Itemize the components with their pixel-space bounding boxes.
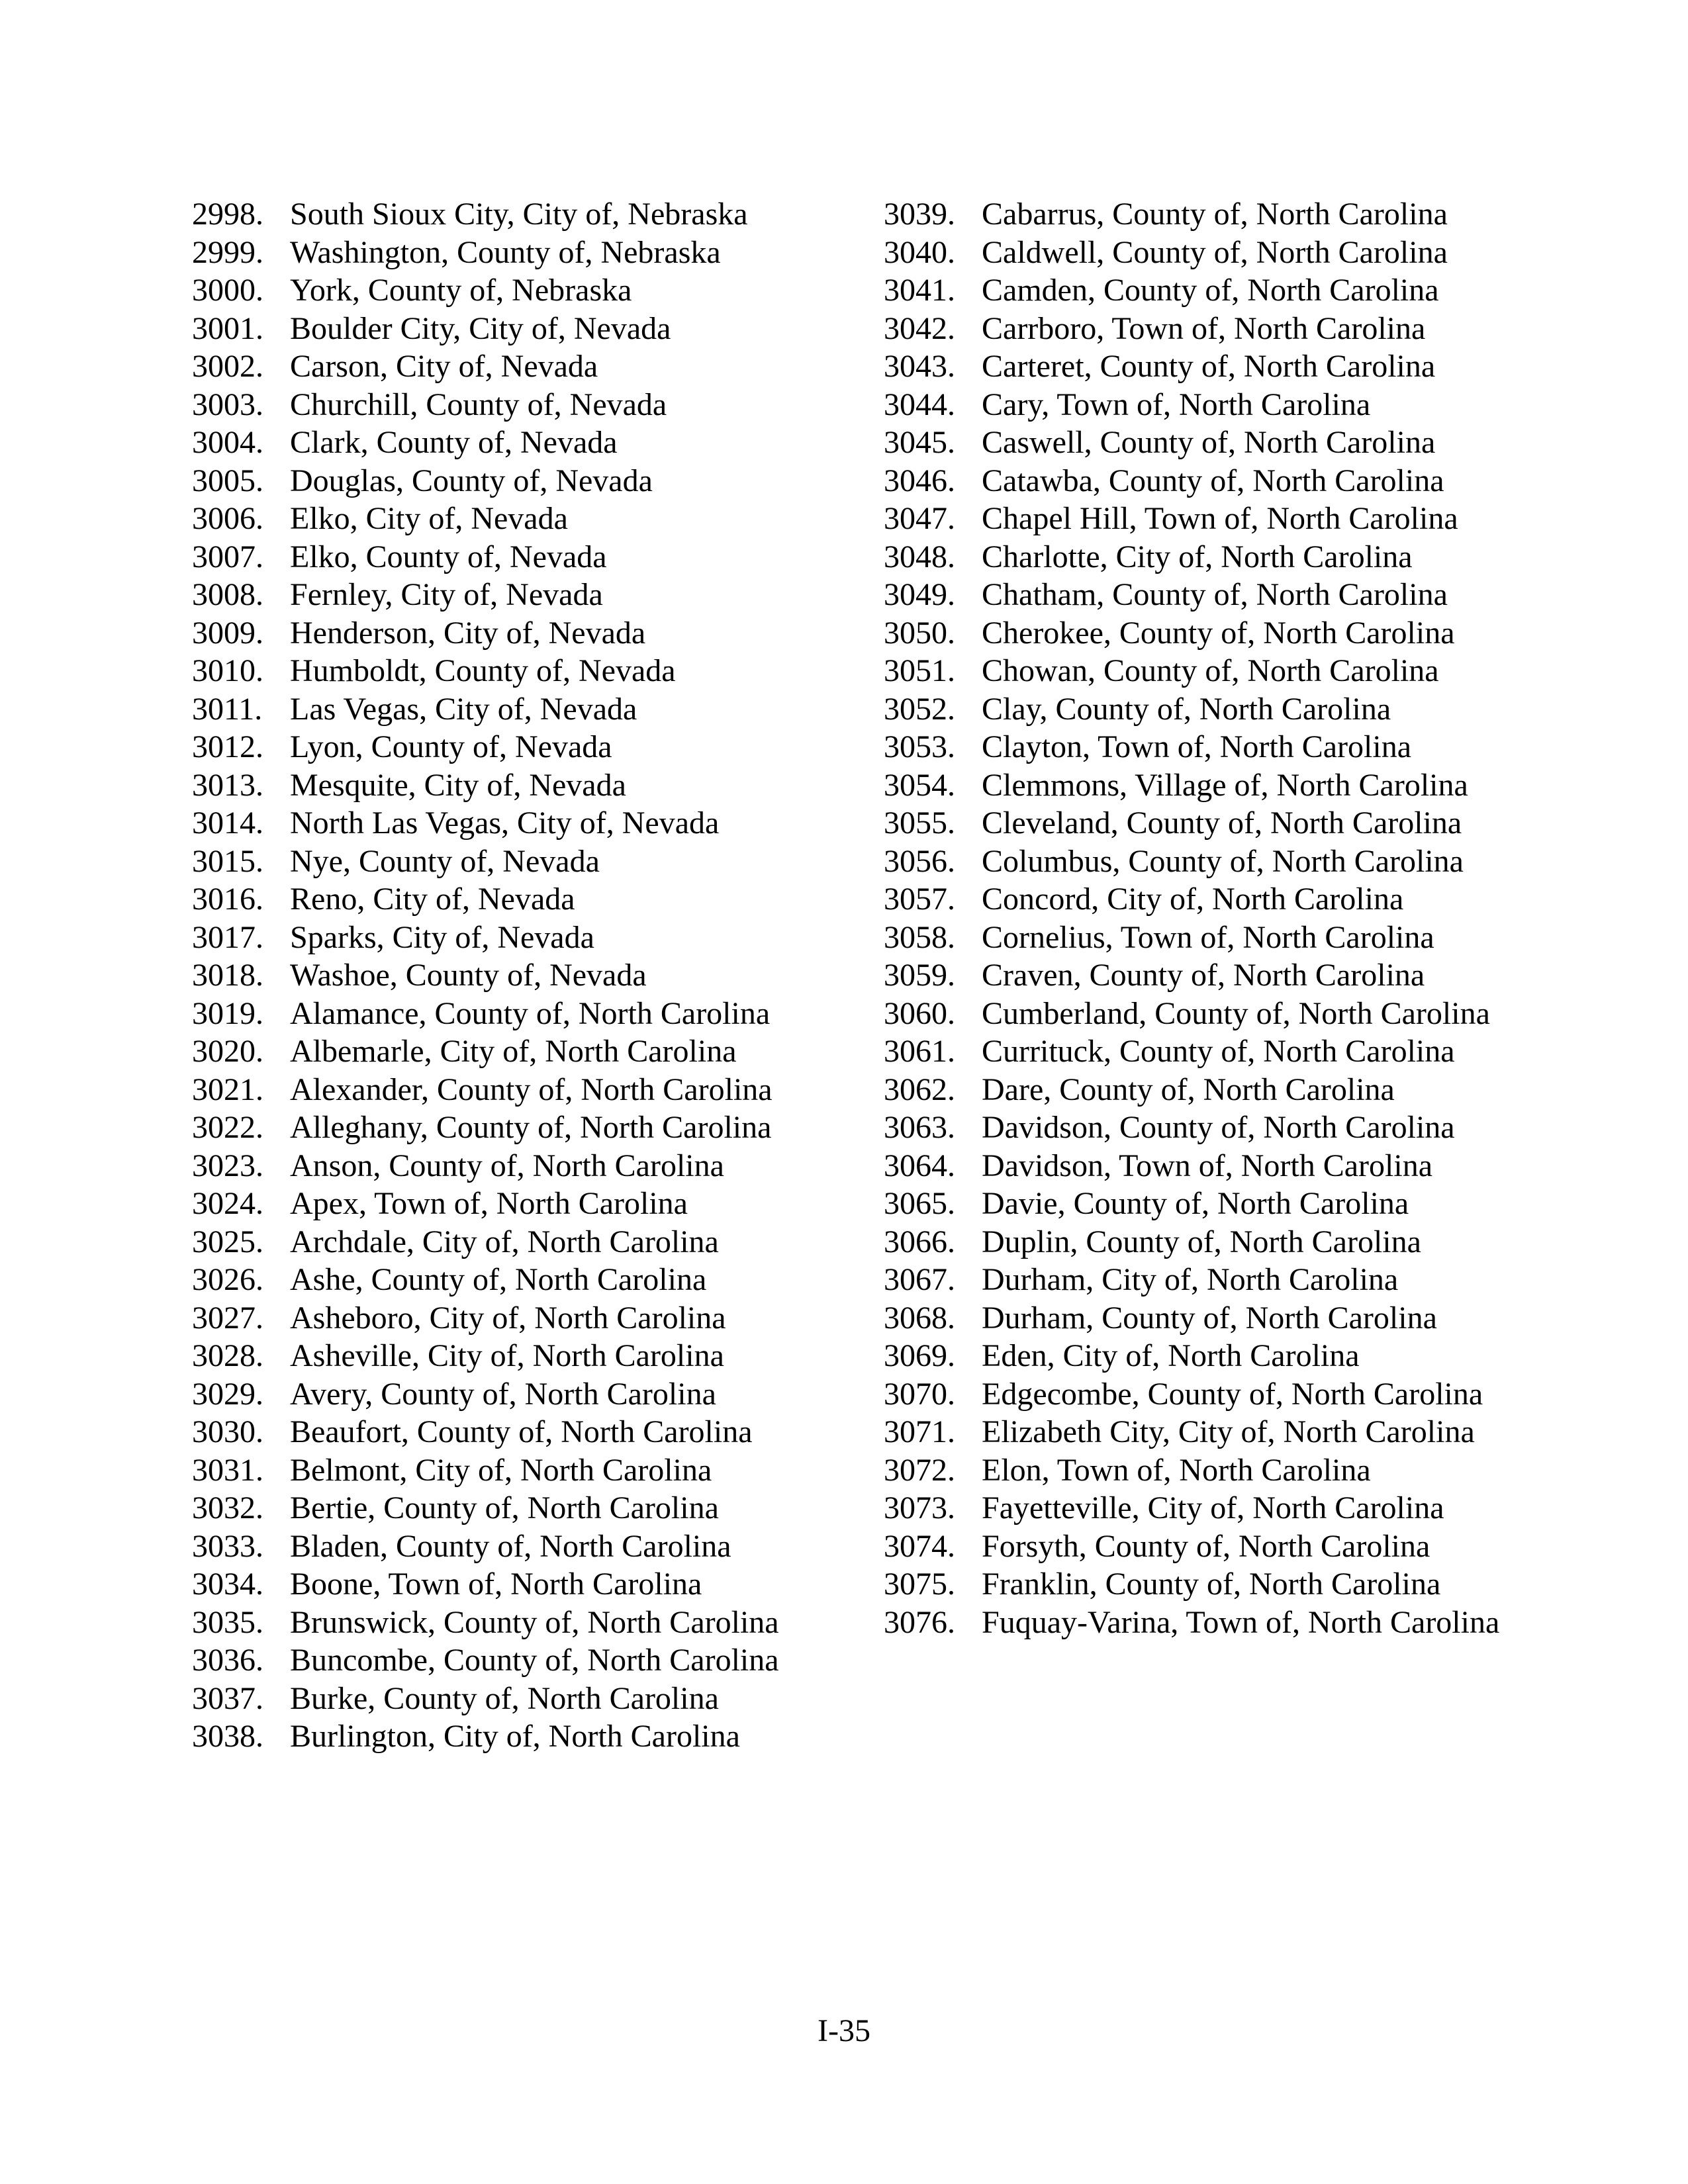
list-item xyxy=(884,1261,1546,1299)
entry-number: 3028. xyxy=(192,1338,263,1373)
entry-name: Archdale, City of, North Carolina xyxy=(290,1224,719,1259)
list-item xyxy=(884,386,1546,424)
list-item xyxy=(884,766,1546,805)
list-item xyxy=(192,462,854,500)
list-item xyxy=(192,1337,854,1375)
entry-number: 3012. xyxy=(192,729,263,764)
entry-number: 3055. xyxy=(884,805,955,841)
list-item xyxy=(192,1717,854,1756)
entry-number: 3060. xyxy=(884,995,955,1031)
list-item xyxy=(192,919,854,957)
entry-number: 3074. xyxy=(884,1528,955,1564)
list-item xyxy=(192,271,854,310)
entry-number: 3039. xyxy=(884,197,955,232)
list-item xyxy=(884,1109,1546,1147)
entry-name: Bladen, County of, North Carolina xyxy=(290,1528,731,1564)
entry-name: Clemmons, Village of, North Carolina xyxy=(982,767,1468,803)
list-item xyxy=(192,347,854,386)
entry-number: 3043. xyxy=(884,349,955,384)
entry-number: 3004. xyxy=(192,425,263,460)
entry-number: 3009. xyxy=(192,615,263,651)
entry-number: 3056. xyxy=(884,843,955,879)
list-item xyxy=(192,614,854,653)
entry-number: 3042. xyxy=(884,310,955,346)
entry-name: Concord, City of, North Carolina xyxy=(982,882,1404,917)
entry-name: Franklin, County of, North Carolina xyxy=(982,1567,1441,1602)
entry-number: 3067. xyxy=(884,1262,955,1297)
list-item xyxy=(884,195,1546,234)
list-item xyxy=(192,804,854,842)
entry-number: 3064. xyxy=(884,1148,955,1183)
entry-name: Burlington, City of, North Carolina xyxy=(290,1719,740,1754)
entry-number: 3022. xyxy=(192,1110,263,1145)
list-item xyxy=(192,1375,854,1414)
list-item xyxy=(192,1527,854,1566)
entry-name: Caldwell, County of, North Carolina xyxy=(982,234,1448,270)
entry-name: Edgecombe, County of, North Carolina xyxy=(982,1376,1483,1412)
entry-number: 3025. xyxy=(192,1224,263,1259)
entry-number: 3065. xyxy=(884,1186,955,1221)
entry-number: 3005. xyxy=(192,463,263,498)
list-item xyxy=(884,842,1546,881)
entry-number: 3021. xyxy=(192,1071,263,1107)
entry-name: Bertie, County of, North Carolina xyxy=(290,1490,719,1525)
entry-name: Alexander, County of, North Carolina xyxy=(290,1071,773,1107)
entry-number: 3061. xyxy=(884,1034,955,1069)
list-item xyxy=(192,1109,854,1147)
list-item xyxy=(884,1337,1546,1375)
entry-number: 3041. xyxy=(884,273,955,308)
list-item xyxy=(192,195,854,234)
entry-number: 3001. xyxy=(192,310,263,346)
entry-number: 3070. xyxy=(884,1376,955,1412)
entry-number: 3029. xyxy=(192,1376,263,1412)
entry-number: 3071. xyxy=(884,1414,955,1449)
list-item xyxy=(192,1680,854,1718)
list-item xyxy=(192,728,854,766)
entry-name: Beaufort, County of, North Carolina xyxy=(290,1414,753,1449)
entry-number: 3035. xyxy=(192,1604,263,1640)
entry-name: Carson, City of, Nevada xyxy=(290,349,598,384)
entry-number: 3007. xyxy=(192,539,263,574)
entry-name: Cornelius, Town of, North Carolina xyxy=(982,919,1434,955)
entry-number: 3072. xyxy=(884,1452,955,1488)
list-item xyxy=(192,956,854,995)
list-item xyxy=(884,1604,1546,1642)
list-item xyxy=(192,538,854,576)
list-item xyxy=(192,1489,854,1527)
entry-number: 3058. xyxy=(884,919,955,955)
entry-name: Asheboro, City of, North Carolina xyxy=(290,1300,726,1336)
entry-number: 3023. xyxy=(192,1148,263,1183)
list-item xyxy=(884,880,1546,919)
entry-number: 3030. xyxy=(192,1414,263,1449)
list-item xyxy=(884,1299,1546,1338)
entry-name: Asheville, City of, North Carolina xyxy=(290,1338,724,1373)
list-item xyxy=(884,1527,1546,1566)
list-item xyxy=(192,310,854,348)
entry-number: 3066. xyxy=(884,1224,955,1259)
entry-name: Washoe, County of, Nevada xyxy=(290,958,647,993)
entry-name: Davidson, Town of, North Carolina xyxy=(982,1148,1432,1183)
entry-name: Apex, Town of, North Carolina xyxy=(290,1186,688,1221)
entry-name: Brunswick, County of, North Carolina xyxy=(290,1604,779,1640)
list-item xyxy=(192,1147,854,1185)
entry-name: Forsyth, County of, North Carolina xyxy=(982,1528,1430,1564)
entry-number: 3048. xyxy=(884,539,955,574)
entry-name: Camden, County of, North Carolina xyxy=(982,273,1439,308)
entry-name: Boone, Town of, North Carolina xyxy=(290,1567,702,1602)
entry-name: Cleveland, County of, North Carolina xyxy=(982,805,1462,841)
entry-name: Elko, County of, Nevada xyxy=(290,539,607,574)
list-item xyxy=(192,1641,854,1680)
entry-number: 3068. xyxy=(884,1300,955,1336)
entry-name: Anson, County of, North Carolina xyxy=(290,1148,724,1183)
list-item xyxy=(192,1032,854,1071)
entry-name: Nye, County of, Nevada xyxy=(290,843,600,879)
entry-name: Durham, County of, North Carolina xyxy=(982,1300,1437,1336)
entry-name: Las Vegas, City of, Nevada xyxy=(290,691,637,727)
entry-name: Elon, Town of, North Carolina xyxy=(982,1452,1371,1488)
entry-name: Charlotte, City of, North Carolina xyxy=(982,539,1413,574)
list-item xyxy=(884,271,1546,310)
entry-number: 3020. xyxy=(192,1034,263,1069)
list-item xyxy=(884,614,1546,653)
list-item xyxy=(192,995,854,1033)
list-item xyxy=(192,1223,854,1261)
entry-number: 3031. xyxy=(192,1452,263,1488)
list-item xyxy=(884,1375,1546,1414)
entry-name: Caswell, County of, North Carolina xyxy=(982,425,1436,460)
entry-number: 3038. xyxy=(192,1719,263,1754)
entry-name: Cary, Town of, North Carolina xyxy=(982,387,1371,422)
entry-name: Cumberland, County of, North Carolina xyxy=(982,995,1490,1031)
list-item xyxy=(884,690,1546,729)
list-item xyxy=(884,500,1546,538)
entry-number: 3011. xyxy=(192,691,263,727)
entry-number: 3047. xyxy=(884,501,955,536)
entry-number: 3015. xyxy=(192,843,263,879)
list-item xyxy=(192,234,854,272)
entry-number: 3026. xyxy=(192,1262,263,1297)
entry-name: Davidson, County of, North Carolina xyxy=(982,1110,1455,1145)
page-number: I-35 xyxy=(818,2013,870,2048)
entry-number: 3000. xyxy=(192,273,263,308)
entry-name: Dare, County of, North Carolina xyxy=(982,1071,1395,1107)
list-item xyxy=(884,1071,1546,1109)
entry-number: 3053. xyxy=(884,729,955,764)
entry-number: 3052. xyxy=(884,691,955,727)
list-item xyxy=(192,766,854,805)
entry-number: 3062. xyxy=(884,1071,955,1107)
entry-name: Washington, County of, Nebraska xyxy=(290,234,721,270)
entry-number: 2998. xyxy=(192,197,263,232)
entry-number: 3013. xyxy=(192,767,263,803)
list-item xyxy=(192,424,854,462)
entry-number: 3008. xyxy=(192,577,263,612)
entry-name: Durham, City of, North Carolina xyxy=(982,1262,1399,1297)
entry-name: Reno, City of, Nevada xyxy=(290,882,575,917)
entry-name: Duplin, County of, North Carolina xyxy=(982,1224,1421,1259)
list-item xyxy=(884,804,1546,842)
entry-name: Avery, County of, North Carolina xyxy=(290,1376,716,1412)
list-item xyxy=(884,1413,1546,1451)
entry-name: Lyon, County of, Nevada xyxy=(290,729,612,764)
list-item xyxy=(884,234,1546,272)
entry-name: Clay, County of, North Carolina xyxy=(982,691,1391,727)
list-item xyxy=(192,652,854,690)
entry-number: 3016. xyxy=(192,882,263,917)
list-item xyxy=(884,956,1546,995)
entry-number: 3024. xyxy=(192,1186,263,1221)
entry-number: 3075. xyxy=(884,1567,955,1602)
list-item xyxy=(192,1261,854,1299)
entry-name: Douglas, County of, Nevada xyxy=(290,463,653,498)
entry-name: Alleghany, County of, North Carolina xyxy=(290,1110,772,1145)
entry-name: Clark, County of, Nevada xyxy=(290,425,618,460)
entry-number: 3034. xyxy=(192,1567,263,1602)
entry-name: Eden, City of, North Carolina xyxy=(982,1338,1360,1373)
entry-number: 3046. xyxy=(884,463,955,498)
list-item xyxy=(192,690,854,729)
list-item xyxy=(192,386,854,424)
entry-name: Chapel Hill, Town of, North Carolina xyxy=(982,501,1458,536)
entry-name: Fernley, City of, Nevada xyxy=(290,577,603,612)
entry-name: Carrboro, Town of, North Carolina xyxy=(982,310,1426,346)
entry-number: 3010. xyxy=(192,653,263,688)
list-item xyxy=(884,1489,1546,1527)
list-item xyxy=(884,1185,1546,1223)
list-item xyxy=(884,652,1546,690)
entry-number: 2999. xyxy=(192,234,263,270)
entry-name: Alamance, County of, North Carolina xyxy=(290,995,771,1031)
entry-number: 3032. xyxy=(192,1490,263,1525)
entry-name: Sparks, City of, Nevada xyxy=(290,919,594,955)
entry-number: 3002. xyxy=(192,349,263,384)
entry-name: Currituck, County of, North Carolina xyxy=(982,1034,1455,1069)
entry-name: Boulder City, City of, Nevada xyxy=(290,310,671,346)
list-item xyxy=(884,1565,1546,1604)
entry-name: Chowan, County of, North Carolina xyxy=(982,653,1439,688)
list-item xyxy=(884,538,1546,576)
entry-name: Humboldt, County of, Nevada xyxy=(290,653,676,688)
entry-number: 3073. xyxy=(884,1490,955,1525)
right-column xyxy=(884,195,1546,1641)
entry-name: Cabarrus, County of, North Carolina xyxy=(982,197,1448,232)
entry-name: Belmont, City of, North Carolina xyxy=(290,1452,712,1488)
list-item xyxy=(192,842,854,881)
list-item xyxy=(192,1185,854,1223)
entry-number: 3069. xyxy=(884,1338,955,1373)
list-item xyxy=(884,424,1546,462)
entry-number: 3050. xyxy=(884,615,955,651)
entry-number: 3018. xyxy=(192,958,263,993)
entry-number: 3019. xyxy=(192,995,263,1031)
entry-name: Craven, County of, North Carolina xyxy=(982,958,1425,993)
list-item xyxy=(192,1451,854,1490)
entry-name: Chatham, County of, North Carolina xyxy=(982,577,1448,612)
entry-name: Mesquite, City of, Nevada xyxy=(290,767,626,803)
list-item xyxy=(884,728,1546,766)
entry-name: Carteret, County of, North Carolina xyxy=(982,349,1436,384)
entry-number: 3063. xyxy=(884,1110,955,1145)
list-item xyxy=(884,995,1546,1033)
list-item xyxy=(884,347,1546,386)
entry-number: 3044. xyxy=(884,387,955,422)
entry-name: Albemarle, City of, North Carolina xyxy=(290,1034,737,1069)
list-item xyxy=(884,1147,1546,1185)
list-item xyxy=(884,1451,1546,1490)
entry-name: Buncombe, County of, North Carolina xyxy=(290,1643,779,1678)
entry-name: Elizabeth City, City of, North Carolina xyxy=(982,1414,1475,1449)
list-item xyxy=(192,880,854,919)
entry-number: 3006. xyxy=(192,501,263,536)
entry-number: 3045. xyxy=(884,425,955,460)
entry-name: Churchill, County of, Nevada xyxy=(290,387,667,422)
entry-name: Cherokee, County of, North Carolina xyxy=(982,615,1455,651)
list-item xyxy=(884,462,1546,500)
entry-number: 3037. xyxy=(192,1680,263,1716)
entry-name: South Sioux City, City of, Nebraska xyxy=(290,197,748,232)
entry-number: 3014. xyxy=(192,805,263,841)
entry-number: 3027. xyxy=(192,1300,263,1336)
entry-name: Clayton, Town of, North Carolina xyxy=(982,729,1412,764)
list-item xyxy=(884,310,1546,348)
list-item xyxy=(192,1604,854,1642)
list-item xyxy=(884,1223,1546,1261)
entry-name: Ashe, County of, North Carolina xyxy=(290,1262,707,1297)
entry-number: 3057. xyxy=(884,882,955,917)
entry-number: 3036. xyxy=(192,1643,263,1678)
list-item xyxy=(884,919,1546,957)
entry-name: Elko, City of, Nevada xyxy=(290,501,568,536)
list-item xyxy=(884,1032,1546,1071)
entry-number: 3033. xyxy=(192,1528,263,1564)
entry-number: 3040. xyxy=(884,234,955,270)
list-item xyxy=(192,1413,854,1451)
entry-number: 3049. xyxy=(884,577,955,612)
entry-number: 3054. xyxy=(884,767,955,803)
entry-number: 3017. xyxy=(192,919,263,955)
entry-number: 3051. xyxy=(884,653,955,688)
entry-name: North Las Vegas, City of, Nevada xyxy=(290,805,720,841)
entry-name: Catawba, County of, North Carolina xyxy=(982,463,1444,498)
entry-number: 3076. xyxy=(884,1604,955,1640)
list-item xyxy=(192,1299,854,1338)
entry-name: Burke, County of, North Carolina xyxy=(290,1680,719,1716)
list-item xyxy=(192,500,854,538)
entry-number: 3059. xyxy=(884,958,955,993)
list-item xyxy=(192,576,854,614)
list-item xyxy=(192,1565,854,1604)
entry-name: Henderson, City of, Nevada xyxy=(290,615,646,651)
entry-name: Davie, County of, North Carolina xyxy=(982,1186,1409,1221)
left-column xyxy=(192,195,854,1756)
list-item xyxy=(884,576,1546,614)
entry-name: Columbus, County of, North Carolina xyxy=(982,843,1464,879)
entry-name: York, County of, Nebraska xyxy=(290,273,632,308)
entry-name: Fayetteville, City of, North Carolina xyxy=(982,1490,1444,1525)
entry-number: 3003. xyxy=(192,387,263,422)
entry-name: Fuquay-Varina, Town of, North Carolina xyxy=(982,1604,1500,1640)
list-item xyxy=(192,1071,854,1109)
